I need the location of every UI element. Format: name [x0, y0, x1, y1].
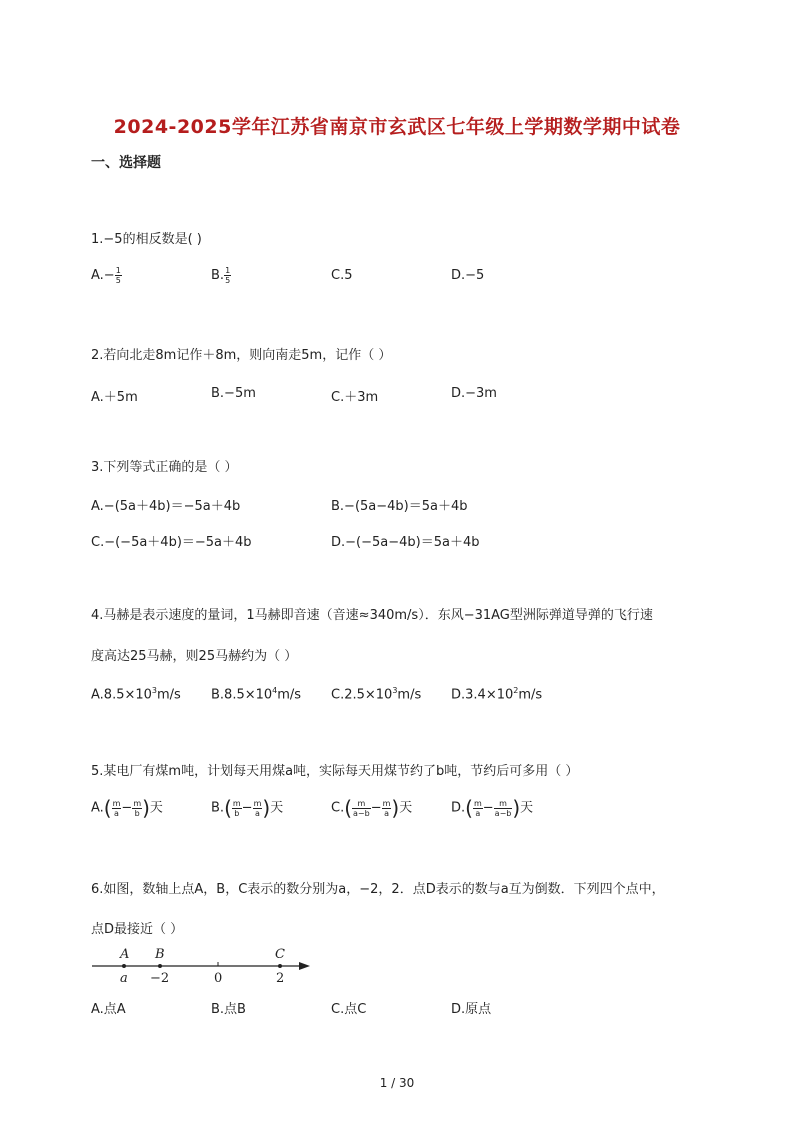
minus-sign: − — [482, 800, 494, 816]
fraction-numerator: m — [382, 798, 391, 808]
fraction-denominator: a−b — [494, 808, 512, 818]
question-3-stem: 3.下列等式正确的是（ ） — [91, 460, 238, 475]
minus-sign: − — [370, 800, 382, 816]
question-2-stem: 2.若向北走8m记作＋8m，则向南走5m，记作（ ） — [91, 348, 392, 363]
question-6-stem-line1: 6.如图，数轴上点A，B，C表示的数分别为a，−2，2．点D表示的数与a互为倒数．下列四个点中， — [91, 882, 665, 897]
fraction-denominator: a−b — [353, 808, 370, 818]
fraction — [112, 799, 122, 818]
question-6-stem-line2: 点D最接近（ ） — [91, 922, 184, 937]
left-paren: ( — [465, 796, 473, 820]
fraction-denominator: 5 — [115, 276, 121, 285]
option-prefix: A. — [91, 800, 104, 816]
question-4-stem-line1: 4.马赫是表示速度的量词，1马赫即音速（音速≈340m/s）．东风−31AG型洲际弹道导弹的飞行速 — [91, 608, 653, 623]
unit-label: 天 — [270, 800, 284, 816]
q4-d-unit: m/s — [518, 687, 543, 703]
right-paren: ) — [512, 796, 521, 820]
value-a-label: a — [120, 971, 128, 986]
minus-sign: − — [121, 800, 133, 816]
axis-arrow-icon — [299, 962, 310, 970]
point-b-marker — [158, 964, 162, 968]
section-heading: 一、选择题 — [91, 155, 161, 171]
right-paren: ) — [262, 796, 271, 820]
fraction-numerator: 1 — [115, 266, 121, 275]
point-b-label: B — [155, 947, 165, 962]
q1-option-c: C.5 — [331, 268, 353, 283]
q4-c-base: C.2.5×10 — [331, 687, 393, 703]
question-4-stem-line2: 度高达25马赫，则25马赫约为（ ） — [91, 649, 298, 664]
q1-option-a-fraction — [115, 266, 122, 285]
left-paren: ( — [224, 796, 232, 820]
question-1-stem: 1.−5的相反数是( ) — [91, 232, 202, 247]
q4-c-exponent: 3 — [392, 686, 398, 695]
fraction — [232, 799, 242, 818]
fraction-denominator: b — [134, 808, 140, 818]
option-prefix: C. — [331, 800, 345, 816]
q5-option-d — [451, 796, 533, 820]
q2-option-b: B.−5m — [211, 386, 256, 401]
unit-label: 天 — [399, 800, 413, 816]
value-zero-label: 0 — [214, 971, 223, 986]
value-two-label: 2 — [276, 971, 285, 986]
q5-option-a — [91, 796, 163, 820]
q6-option-a: A.点A — [91, 1002, 126, 1017]
page-number: 1 / 30 — [379, 1076, 415, 1090]
option-prefix: B. — [211, 800, 225, 816]
point-a-label: A — [120, 947, 130, 962]
q4-option-b — [211, 686, 301, 702]
fraction-numerator: m — [352, 799, 371, 809]
q2-option-c: C.＋3m — [331, 390, 379, 405]
minus-sign: − — [241, 800, 253, 816]
fraction-denominator: a — [114, 808, 119, 818]
q4-c-unit: m/s — [397, 687, 422, 703]
fraction — [253, 799, 263, 818]
q4-d-base: D.3.4×10 — [451, 687, 514, 703]
page-title: 2024-2025学年江苏省南京市玄武区七年级上学期数学期中试卷 — [113, 116, 681, 138]
q2-option-a: A.＋5m — [91, 390, 138, 405]
right-paren: ) — [391, 796, 400, 820]
q6-option-d: D.原点 — [451, 1002, 492, 1017]
left-paren: ( — [344, 796, 353, 820]
fraction — [132, 799, 142, 818]
q1-option-a-prefix: A.− — [91, 268, 115, 283]
q1-option-b — [211, 266, 231, 285]
q4-a-unit: m/s — [157, 687, 181, 703]
q3-option-b: B.−(5a−4b)＝5a＋4b — [331, 499, 468, 514]
q6-option-c: C.点C — [331, 1002, 367, 1017]
fraction-denominator: 5 — [225, 276, 231, 285]
q4-d-exponent: 2 — [513, 686, 519, 695]
q3-option-c: C.−(−5a＋4b)＝−5a＋4b — [91, 535, 252, 550]
q3-option-d: D.−(−5a−4b)＝5a＋4b — [331, 535, 480, 550]
q4-option-c — [331, 686, 421, 702]
fraction-numerator: 1 — [225, 266, 231, 275]
fraction-denominator: a — [255, 808, 260, 818]
fraction — [473, 799, 483, 818]
fraction-denominator: b — [234, 808, 240, 818]
fraction-numerator: m — [133, 798, 142, 808]
fraction-numerator: m — [473, 798, 482, 808]
q4-b-unit: m/s — [277, 687, 302, 703]
q2-option-d: D.−3m — [451, 386, 497, 401]
question-5-stem: 5.某电厂有煤m吨，计划每天用煤a吨，实际每天用煤节约了b吨，节约后可多用（ ） — [91, 764, 579, 779]
q1-option-b-fraction — [224, 266, 231, 285]
q4-b-base: B.8.5×10 — [211, 687, 273, 703]
left-paren: ( — [103, 796, 112, 820]
point-a-marker — [122, 964, 126, 968]
q4-option-d — [451, 686, 542, 702]
unit-label: 天 — [149, 800, 163, 816]
q1-option-d: D.−5 — [451, 268, 485, 283]
unit-label: 天 — [520, 800, 534, 816]
fraction-numerator: m — [232, 798, 241, 808]
q4-option-a — [91, 686, 181, 702]
point-c-label: C — [275, 947, 285, 962]
q4-b-exponent: 4 — [272, 686, 278, 695]
fraction-denominator: a — [384, 808, 389, 818]
q5-option-b — [211, 796, 283, 820]
point-c-marker — [278, 964, 282, 968]
fraction — [352, 799, 371, 818]
q5-option-c — [331, 796, 412, 820]
q1-option-a — [91, 266, 122, 285]
q1-option-b-prefix: B. — [211, 268, 225, 283]
fraction-numerator: m — [253, 798, 262, 808]
right-paren: ) — [142, 796, 150, 820]
number-line-figure — [88, 942, 318, 988]
q4-a-base: A.8.5×10 — [91, 687, 152, 703]
fraction-denominator: a — [475, 808, 481, 818]
fraction — [382, 799, 392, 818]
q6-option-b: B.点B — [211, 1002, 246, 1017]
q4-a-exponent: 3 — [151, 686, 157, 695]
value-minus-two-label: −2 — [150, 971, 170, 986]
q3-option-a: A.−(5a＋4b)＝−5a＋4b — [91, 499, 241, 514]
fraction-numerator: m — [112, 798, 121, 808]
option-prefix: D. — [451, 800, 466, 816]
fraction-numerator: m — [494, 799, 513, 809]
fraction — [494, 799, 513, 818]
